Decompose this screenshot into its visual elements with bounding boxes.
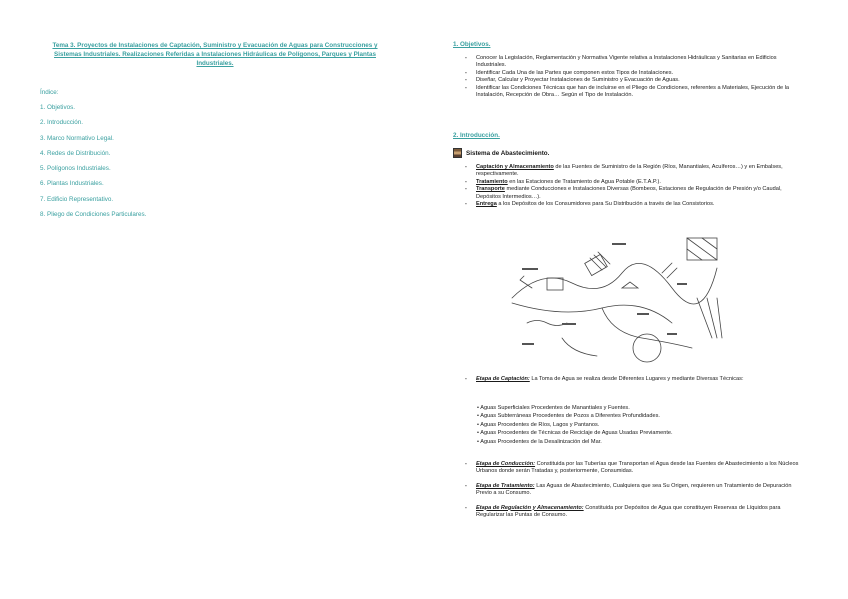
list-term: Captación y Almacenamiento [476,164,554,170]
list-item: - Identificar Cada Una de las Partes que componen estos Tipos de Instalaciones. [464,70,804,77]
objectives-heading: 1. Objetivos. [453,41,491,48]
list-text: de las Fuentes de Suministro de la Región (Ríos, Manantiales, Acuíferos…) y en Embalses, respectivamente. [476,164,783,178]
list-text: a los Depósitos de los Consumidores para Su Distribución a través de las Consistorios. [496,201,715,208]
document-title: Tema 3. Proyectos de Instalaciones de Captación, Suministro y Evacuación de Aguas para Construcciones y Sistemas Industriales. Realizaciones Referidas a Instalaciones Hidráulicas de Polígonos, Parques y Plantas Industriales. [52,42,378,67]
list-term: Entrega [476,201,497,208]
list-term: Etapa de Conducción: [476,461,536,467]
captacion-stage [464,376,804,383]
toc-item: 8. Pliego de Condiciones Particulares. [40,211,147,219]
list-text: Constituida por las Tuberías que Transportan el Agua desde las Fuentes de Abastecimiento a los Núcleos Urbanos donde serán Tratadas y, posteriormente, Consumidas. [476,461,799,475]
list-item [464,376,804,383]
list-term: Etapa de Regulación y Almacenamiento: [476,504,584,511]
list-item: - Identificar las Condiciones Técnicas que han de incluirse en el Pliego de Condiciones, referentes a Materiales, Ejecución de la Instalación, Recepción de Obra… Según el Tipo de Instalación. [464,85,804,100]
list-item: - Diseñar, Calcular y Proyectar Instalaciones de Suministro y Evacuación de Aguas. [464,77,804,84]
list-item [464,461,804,476]
right-page [424,0,848,599]
list-term: Etapa de Captación: [476,376,530,382]
water-supply-diagram-icon [502,228,737,371]
intro-list [464,164,804,208]
list-item: • Aguas Procedentes de Ríos, Lagos y Pantanos. [477,421,673,429]
table-of-contents [40,104,146,226]
toc-item: 1. Objetivos. [40,104,75,111]
list-item: - Conocer la Legislación, Reglamentación y Normativa Vigente relativa a Instalaciones Hidráulicas y Sanitarias en Edificios Industriales. [464,55,804,70]
toc-item: 6. Plantas Industriales. [40,180,104,188]
toc-heading: Índice: [40,89,59,96]
other-stages-list [464,461,804,526]
toc-item: 3. Marco Normativo Legal. [40,134,114,142]
list-text: La Toma de Agua se realiza desde Diferentes Lugares y mediante Diversas Técnicas: [529,376,744,382]
list-term: Tratamiento [476,178,508,185]
list-item [464,186,804,201]
list-item [464,483,804,498]
toc-item: 5. Polígonos Industriales. [40,165,111,173]
system-title-text: Sistema de Abastecimiento. [466,149,550,157]
toc-item: 4. Redes de Distribución. [40,149,111,157]
list-item: • Aguas Subterráneas Procedentes de Pozos a Diferentes Profundidades. [477,412,673,420]
list-item: • Aguas Procedentes de la Desalinización del Mar. [477,438,673,446]
toc-item: 7. Edificio Representativo. [40,195,114,203]
introduction-heading: 2. Introducción. [453,132,500,139]
list-item: • Aguas Superficiales Procedentes de Manantiales y Fuentes. [477,404,673,412]
list-term: Transporte [476,186,505,193]
toc-item: 2. Introducción. [40,119,84,127]
list-item: • Aguas Procedentes de Técnicas de Reciclaje de Aguas Usadas Previamente. [477,429,673,437]
list-text: Constituida por Depósitos de Agua que constituyen Reservas de Líquidos para Regularizar las Puntas de Consumo. [476,504,781,519]
list-item [464,201,804,208]
list-text: Las Aguas de Abastecimiento, Cualquiera que sea Su Origen, requieren un Tratamiento de Depuración Previo a su Consumo. [476,482,792,497]
list-text: en las Estaciones de Tratamiento de Agua Potable (E.T.A.P.). [507,178,661,185]
list-term: Etapa de Tratamiento: [476,482,535,489]
list-text: mediante Conducciones e Instalaciones Diversas (Bombeos, Estaciones de Regulación de Presión y/o Caudal, Depósitos Intermedios…). [476,186,782,200]
building-icon [453,148,462,158]
objectives-list [464,55,804,99]
list-item [464,164,804,179]
water-sources-list [477,404,673,446]
system-title [453,148,549,158]
list-item [464,179,804,186]
list-item [464,505,804,520]
